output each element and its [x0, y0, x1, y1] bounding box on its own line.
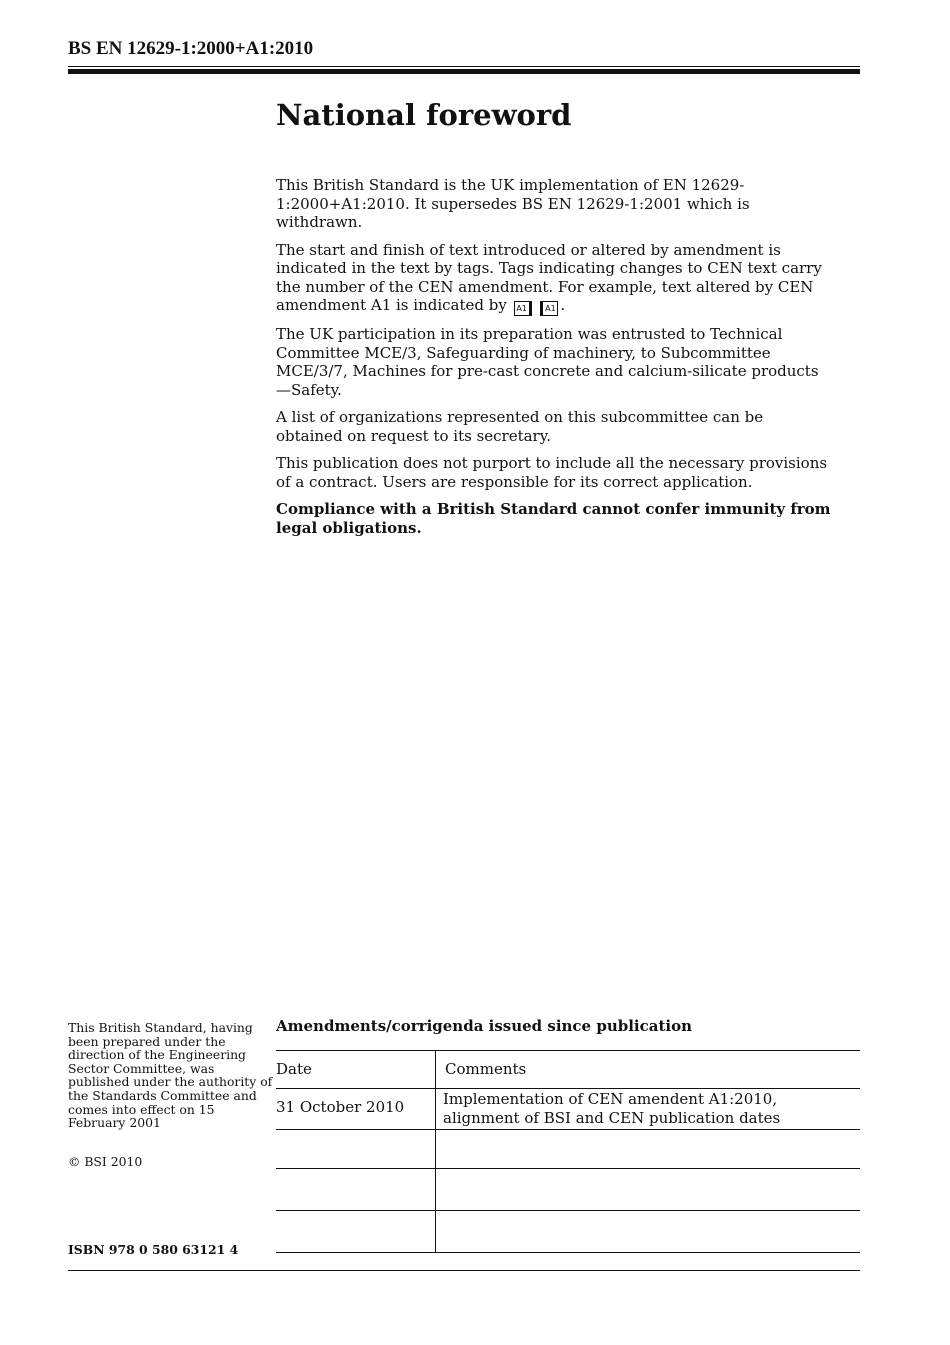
paragraph-contract: This publication does not purport to include all the necessary provisions of a contract. Users are responsible for its correct application.: [276, 454, 828, 491]
paragraph-compliance: Compliance with a British Standard cannot confer immunity from legal obligations.: [276, 500, 831, 537]
paragraph-amendment-tags-text: The start and finish of text introduced or altered by amendment is indicated in the text by tags. Tags indicating changes to CEN text carry the number of the CEN amendment. For example, text altered by CEN amendment A1 is indicated by: [276, 240, 822, 314]
paragraph-participation: The UK participation in its preparation was entrusted to Technical Committee MCE/3, Safeguarding of machinery, to Subcommittee MCE/3/7, Machines for pre-cast concrete and calcium-silicate products—Safety.: [276, 325, 819, 399]
paragraph-amendment-tags-end: .: [560, 296, 566, 314]
table-rule-header: [276, 1088, 860, 1089]
column-header-date: Date: [276, 1060, 312, 1078]
table-row-comment-line1: Implementation of CEN amendent A1:2010,: [443, 1090, 778, 1108]
table-row-comment-line2: alignment of BSI and CEN publication dates: [443, 1108, 781, 1127]
table-rule-bottom: [276, 1252, 860, 1253]
isbn: ISBN 978 0 580 63121 4: [68, 1242, 239, 1257]
table-rule-row2: [276, 1168, 860, 1169]
copyright-notice: © BSI 2010: [68, 1154, 143, 1169]
publication-note: This British Standard, having been prepared under the direction of the Engineering Sector Committee, was published under the authority of the Standards Committee and comes into effect on 15 February 2001: [68, 1020, 273, 1131]
paragraph-organizations: A list of organizations represented on this subcommittee can be obtained on request to its secretary.: [276, 408, 764, 445]
column-header-comments: Comments: [445, 1060, 527, 1078]
paragraph-implementation: This British Standard is the UK implementation of EN 12629-1:2000+A1:2010. It supersedes BS EN 12629-1:2001 which is withdrawn.: [276, 176, 750, 231]
footer-rule: [68, 1270, 860, 1271]
table-column-divider: [435, 1050, 436, 1252]
header-rule-thick: [68, 69, 860, 74]
table-row-comment: [443, 1090, 780, 1127]
table-rule-top: [276, 1050, 860, 1051]
document-identifier: BS EN 12629-1:2000+A1:2010: [68, 38, 314, 59]
amendment-close-tag-icon: A1: [540, 301, 558, 316]
paragraph-amendment-tags: [276, 241, 832, 317]
page-title: National foreword: [276, 98, 572, 132]
table-rule-row3: [276, 1210, 860, 1211]
amendment-open-tag-icon: A1: [514, 301, 532, 316]
table-rule-row1: [276, 1129, 860, 1130]
foreword-body: [276, 176, 832, 546]
table-row-date: 31 October 2010: [276, 1098, 405, 1116]
header-rule-thin: [68, 66, 860, 67]
amendments-heading: Amendments/corrigenda issued since publication: [276, 1017, 692, 1035]
